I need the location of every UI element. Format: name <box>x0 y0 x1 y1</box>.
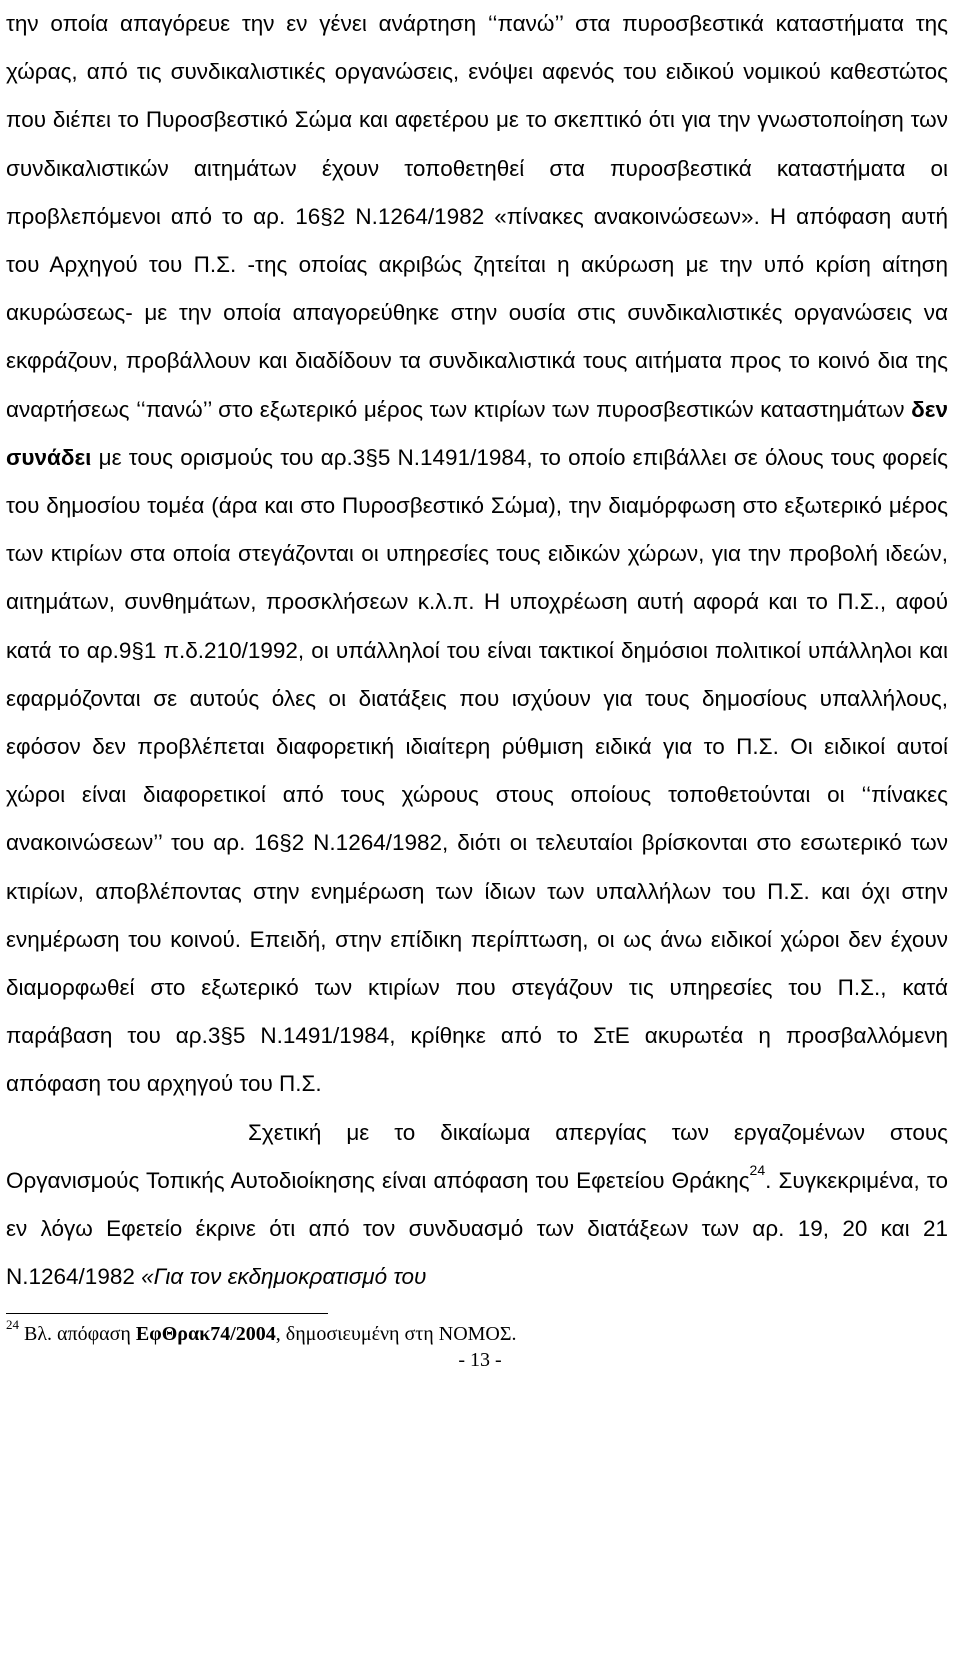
footnote <box>6 1317 946 1347</box>
paragraph-2 <box>6 1109 948 1302</box>
paragraph-2-text-b: . Συγκεκριμένα, το εν λόγω Εφετείο έκρινε ότι από τον συνδυασμό των διατάξεων των αρ. 19, 20 και 21 Ν.1264/1982 <box>6 1167 948 1290</box>
paragraph-2-text-a: Σχετική με το δικαίωμα απεργίας των εργαζομένων στους Οργανισμούς Τοπικής Αυτοδιοίκησης είναι απόφαση του Εφετείου Θράκης <box>6 1119 948 1193</box>
paragraph-1-text-a: την οποία απαγόρευε την εν γένει ανάρτηση ‘‘πανώ’’ στα πυροσβεστικά καταστήματα της χώρας, από τις συνδικαλιστικές οργανώσεις, ενόψει αφενός του ειδικού νομικού καθεστώτος που διέπει το Πυροσβεστικό Σώμα και αφετέρου με το σκεπτικό ότι για την γνωστοποίηση των συνδικαλιστικών αιτημάτων έχουν τοποθετηθεί στα πυροσβεστικά καταστήματα οι προβλεπόμενοι από το αρ. 16§2 Ν.1264/1982 «πίνακες ανακοινώσεων». Η απόφαση αυτή του Αρχηγού του Π.Σ. -της οποίας ακριβώς ζητείται η ακύρωση με την υπό κρίση αίτηση ακυρώσεως- με την οποία απαγορεύθηκε στην ουσία στις συνδικαλιστικές οργανώσεις να εκφράζουν, προβάλλουν και διαδίδουν τα συνδικαλιστικά τους αιτήματα προς το κοινό δια της αναρτήσεως ‘‘πανώ’’ στο εξωτερικό μέρος των κτιρίων των πυροσβεστικών καταστημάτων <box>6 11 948 422</box>
footnote-reference[interactable]: 24 <box>749 1162 766 1179</box>
footnote-text-a: Βλ. απόφαση <box>24 1323 131 1345</box>
footnote-text-b: , δημοσιευμένη στη ΝΟΜΟΣ. <box>275 1323 517 1345</box>
footnote-separator <box>6 1313 328 1314</box>
paragraph-1-bold-text: δεν συνάδει <box>6 396 948 470</box>
page-number: - 13 - <box>458 1349 502 1371</box>
footnote-number: 24 <box>6 1317 19 1333</box>
paragraph-1 <box>6 0 948 1109</box>
paragraph-2-italic-text: «Για τον εκδημοκρατισμό του <box>141 1264 427 1290</box>
footnote-bold-text: ΕφΘρακ74/2004 <box>135 1323 276 1345</box>
paragraph-1-text-b: με τους ορισμούς του αρ.3§5 Ν.1491/1984, το οποίο επιβάλλει σε όλους τους φορείς του δημοσίου τομέα (άρα και στο Πυροσβεστικό Σώμα), την διαμόρφωση στο εξωτερικό μέρος των κτιρίων στα οποία στεγάζονται οι υπηρεσίες τους ειδικών χώρων, για την προβολή ιδεών, αιτημάτων, συνθημάτων, προσκλήσεων κ.λ.π. Η υποχρέωση αυτή αφορά και το Π.Σ., αφού κατά το αρ.9§1 π.δ.210/1992, οι υπάλληλοί του είναι τακτικοί δημόσιοι πολιτικοί υπάλληλοι και εφαρμόζονται σε αυτούς όλες οι διατάξεις που ισχύουν για τους δημοσίους υπαλλήλους, εφόσον δεν προβλέπεται διαφορετική ιδιαίτερη ρύθμιση ειδικά για το Π.Σ. Οι ειδικοί αυτοί χώροι είναι διαφορετικοί από τους χώρους στους οποίους τοποθετούνται οι ‘‘πίνακες ανακοινώσεων’’ του αρ. 16§2 Ν.1264/1982, διότι οι τελευταίοι βρίσκονται στο εσωτερικό των κτιρίων, αποβλέποντας στην ενημέρωση των ίδιων των υπαλλήλων του Π.Σ. και όχι στην ενημέρωση του κοινού. Επειδή, στην επίδικη περίπτωση, οι ως άνω ειδικοί χώροι δεν έχουν διαμορφωθεί στο εξωτερικό των κτιρίων που στεγάζουν τις υπηρεσίες του Π.Σ., κατά παράβαση του αρ.3§5 Ν.1491/1984, κρίθηκε από το ΣτΕ ακυρωτέα η προσβαλλόμενη απόφαση του αρχηγού του Π.Σ. <box>6 444 948 1097</box>
body-text <box>6 0 948 1301</box>
